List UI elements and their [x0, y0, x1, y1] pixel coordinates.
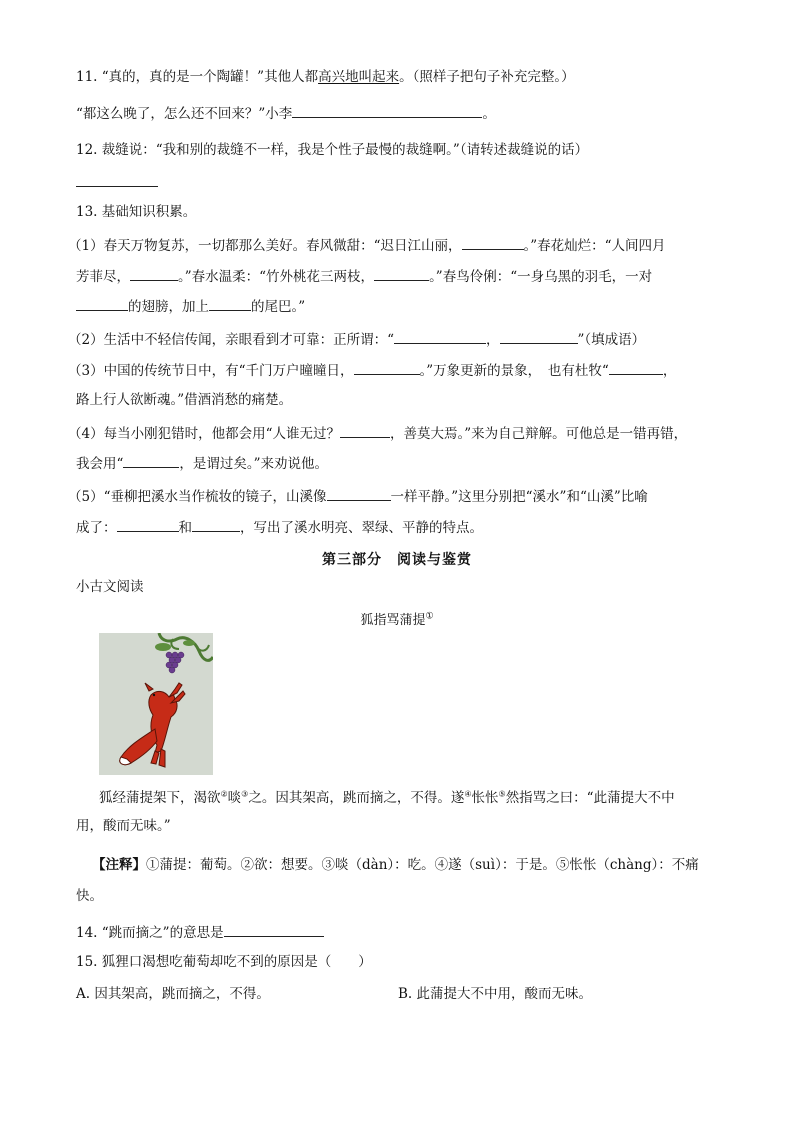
q13-p5-text-d: 和: [178, 520, 192, 536]
q13-p1-text-g: 的尾巴。”: [251, 299, 306, 315]
passage-mark-4: ④: [464, 789, 472, 798]
q13-p5-text-c: 成了：: [76, 520, 117, 536]
q13-p1-text-c: 芳菲尽，: [76, 269, 130, 285]
q12-line1: 12. 裁缝说：“我和别的裁缝不一样，我是个性子最慢的裁缝啊。”（请转述裁缝说的话）: [76, 142, 589, 158]
q13-blank-10[interactable]: [340, 423, 390, 438]
q13-p3-text-b: 。”万象更新的景象， 也有杜牧“: [419, 363, 609, 379]
q13-p1-line3: [76, 296, 305, 316]
q11-line2-end: 。: [482, 106, 496, 122]
q13-p5-text-b: 一样平静。”这里分别把“溪水”和“山溪”比喻: [390, 489, 648, 505]
q13-p1-text-f: 的翅膀，加上: [128, 299, 209, 315]
q13-p5-text-a: （5）“垂柳把溪水当作梳妆的镜子，山溪像: [68, 489, 327, 505]
q13-p1-text-b: 。”春花灿烂：“人间四月: [523, 238, 666, 254]
q11-line2: [76, 103, 496, 123]
q13-p2: [68, 329, 645, 349]
passage-title: [0, 609, 794, 628]
passage-text-b: 啖: [227, 789, 242, 806]
q13-p2-text-b: ，: [486, 332, 500, 348]
q11-answer-blank[interactable]: [292, 103, 482, 118]
q13-p1-line1: [68, 235, 666, 255]
q14-text: 14. “跳而摘之”的意思是: [76, 925, 224, 941]
passage-title-mark: ①: [425, 611, 434, 622]
passage-mark-5: ⑤: [498, 789, 506, 798]
passage-mark-2: ②: [220, 789, 228, 798]
q12-answer-blank[interactable]: [76, 172, 158, 187]
q13-p4-text-a: （4）每当小刚犯错时，他都会用“人谁无过？: [68, 426, 340, 442]
q13-blank-5[interactable]: [209, 296, 251, 311]
q11-example-underlined: 高兴地叫起来: [318, 69, 400, 85]
q13-blank-3[interactable]: [374, 266, 429, 281]
q13-p4-text-b: ，善莫大焉。”来为自己辩解。可他总是一错再错，: [390, 426, 688, 442]
q11-instruction: 。（照样子把句子补充完整。）: [399, 69, 575, 85]
notes-line2: 快。: [76, 888, 103, 904]
q13-p2-text-c: ”（填成语）: [577, 332, 646, 348]
fox-grapes-illustration: [99, 633, 213, 775]
q11-text: 11. “真的，真的是一个陶罐！”其他人都: [76, 69, 319, 85]
reading-label: 小古文阅读: [76, 579, 144, 595]
q13-p2-text-a: （2）生活中不轻信传闻，亲眼看到才可靠：正所谓：“: [68, 332, 394, 348]
q13-p3-text-c: ，: [662, 363, 677, 379]
q13-p4-text-d: ，是谓过矣。”来劝说他。: [179, 456, 329, 472]
passage-text-e: 然指骂之曰：“此蒲提大不中: [505, 789, 675, 806]
q13-blank-4[interactable]: [76, 296, 128, 311]
q13-p1-text-a: （1）春天万物复苏，一切都那么美好。春风微甜：“迟日江山丽，: [68, 238, 462, 254]
q14-answer-blank[interactable]: [224, 922, 324, 937]
q13-blank-11[interactable]: [123, 453, 179, 468]
q13-blank-7[interactable]: [500, 329, 578, 344]
passage-text-a: 狐经蒲提架下，渴欲: [99, 789, 221, 806]
q13-blank-1[interactable]: [462, 235, 524, 250]
q15-option-a[interactable]: A. 因其架高，跳而摘之，不得。: [76, 986, 270, 1002]
fox-grapes-drawing: [99, 633, 213, 775]
q13-p3-text-a: （3）中国的传统节日中，有“千门万户曈曈日，: [68, 363, 354, 379]
q13-blank-9[interactable]: [609, 360, 663, 375]
q13-p1-line2: [76, 266, 652, 286]
q13-p4-line2: [76, 453, 328, 473]
passage-line2: 用，酸而无味。”: [76, 818, 171, 834]
passage-text: [99, 790, 675, 806]
q13-blank-2[interactable]: [130, 266, 178, 281]
q13-title: 13. 基础知识积累。: [76, 204, 197, 220]
q12-line2: [76, 172, 158, 192]
q13-blank-6[interactable]: [394, 329, 486, 344]
notes-text: ①蒲提：葡萄。②欲：想要。③啖（dàn）：吃。④遂（suì）：于是。⑤怅怅（chàng）：不痛: [146, 857, 699, 873]
q13-p4-line1: [68, 423, 687, 443]
q11-line2-text: “都这么晚了，怎么还不回来？”小李: [76, 106, 293, 122]
q13-p4-text-c: 我会用“: [76, 456, 124, 472]
passage-text-d: 怅怅: [471, 789, 499, 806]
q13-p3-line1: [68, 360, 676, 380]
q13-p5-line2: [76, 517, 483, 537]
section-heading: 第三部分 阅读与鉴赏: [322, 552, 472, 568]
q13-blank-13[interactable]: [117, 517, 179, 532]
q13-blank-14[interactable]: [192, 517, 240, 532]
notes-label: 【注释】: [92, 857, 146, 873]
passage-title-text: 狐指骂蒲提: [360, 613, 426, 628]
q13-p1-text-d: 。”春水温柔：“竹外桃花三两枝，: [178, 269, 375, 285]
notes-line1: [92, 856, 699, 874]
q13-p1-text-e: 。”春鸟伶俐：“一身乌黑的羽毛，一对: [429, 269, 653, 285]
q11-line1: [76, 68, 575, 86]
passage-mark-3: ③: [241, 789, 249, 798]
q13-p5-line1: [68, 486, 648, 506]
q15-question: 15. 狐狸口渴想吃葡萄却吃不到的原因是（ ）: [76, 954, 372, 970]
passage-line1: [99, 785, 675, 807]
q13-p5-text-e: ，写出了溪水明亮、翠绿、平静的特点。: [240, 520, 483, 536]
passage-text-c: 之。因其架高，跳而摘之，不得。遂: [248, 789, 465, 806]
q14: [76, 922, 324, 942]
q15-option-b[interactable]: B. 此蒲提大不中用，酸而无味。: [398, 986, 593, 1002]
q13-p3-line2: 路上行人欲断魂。”借酒消愁的痛楚。: [76, 392, 293, 408]
q13-blank-8[interactable]: [354, 360, 420, 375]
q13-blank-12[interactable]: [327, 486, 391, 501]
